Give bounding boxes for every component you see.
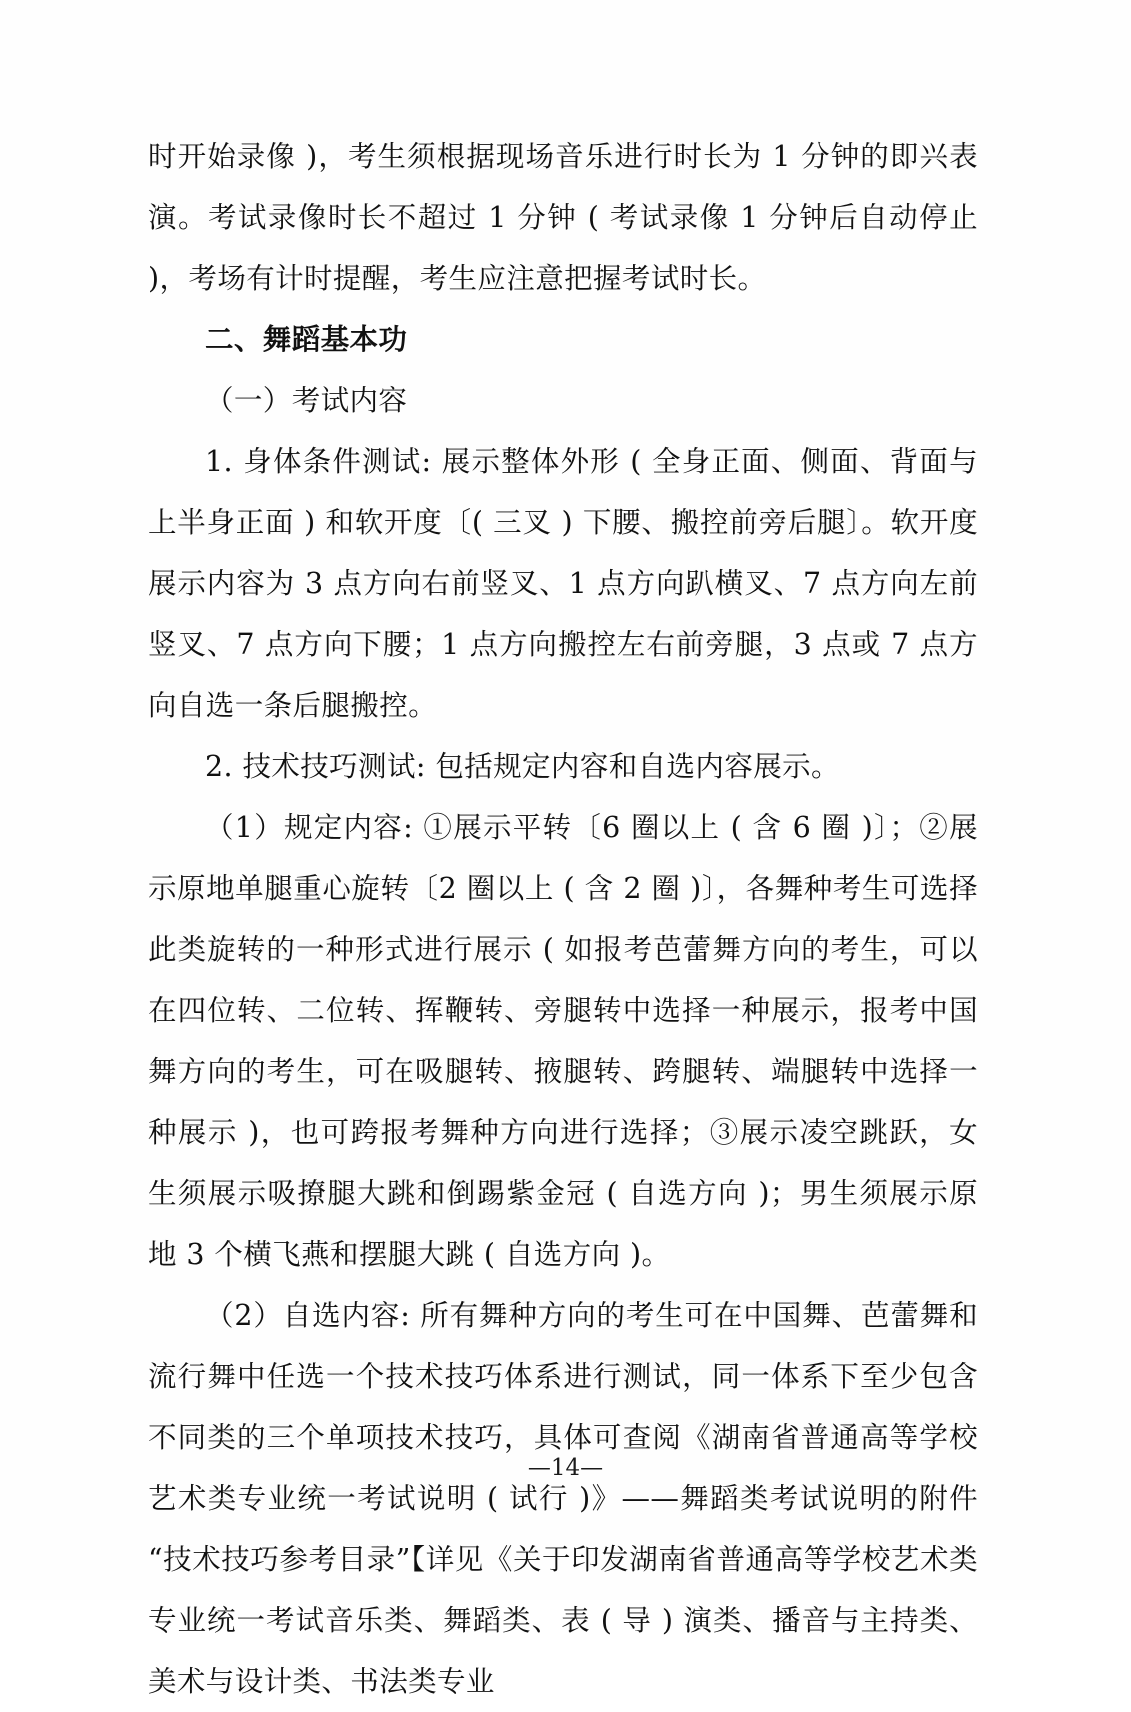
section-heading-two: 二、舞蹈基本功 <box>205 323 408 356</box>
paragraph-item-2-1: （1）规定内容: ①展示平转〔6 圈以上 ( 含 6 圈 )〕；②展示原地单腿重心旋转〔2 圈以上 ( 含 2 圈 )〕，各舞种考生可选择此类旋转的一种形式进行展示 ( 如报考芭蕾舞方向的考生，可以在四位转、二位转、挥鞭转、旁腿转中选择一种展示，报考中国舞方向的考生，可在吸腿转、掖腿转、跨腿转、端腿转中选择一种展示 )，也可跨报考舞种方向进行选择；③展示凌空跳跃，女生须展示吸撩腿大跳和倒踢紫金冠 ( 自选方向 )；男生须展示原地 3 个横飞燕和摆腿大跳 ( 自选方向 )。 <box>148 811 978 1271</box>
paragraph-item-1: 1. 身体条件测试: 展示整体外形 ( 全身正面、侧面、背面与上半身正面 ) 和软开度〔( 三叉 ) 下腰、搬控前旁后腿〕。软开度展示内容为 3 点方向右前竖叉、1 点方向趴横叉、7 点方向左前竖叉、7 点方向下腰；1 点方向搬控左右前旁腿，3 点或 7 点方向自选一条后腿搬控。 <box>148 445 978 722</box>
page-number: —14— <box>527 1455 604 1481</box>
subsection-exam-content: （一）考试内容 <box>205 384 408 417</box>
paragraph-item-2: 2. 技术技巧测试: 包括规定内容和自选内容展示。 <box>205 750 840 783</box>
paragraph-item-2-2: （2）自选内容: 所有舞种方向的考生可在中国舞、芭蕾舞和流行舞中任选一个技术技巧体系进行测试，同一体系下至少包含不同类的三个单项技术技巧，具体可查阅《湖南省普通高等学校艺术类专业统一考试说明 ( 试行 )》——舞蹈类考试说明的附件 “技术技巧参考目录”【详见《关于印发湖南省普通高等学校艺术类专业统一考试音乐类、舞蹈类、表 ( 导 ) 演类、播音与主持类、美术与设计类、书法类专业 <box>148 1299 978 1698</box>
paragraph-continuation: 时开始录像 )，考生须根据现场音乐进行时长为 1 分钟的即兴表演。考试录像时长不超过 1 分钟 ( 考试录像 1 分钟后自动停止 )，考场有计时提醒，考生应注意把握考试时长。 <box>148 140 978 295</box>
